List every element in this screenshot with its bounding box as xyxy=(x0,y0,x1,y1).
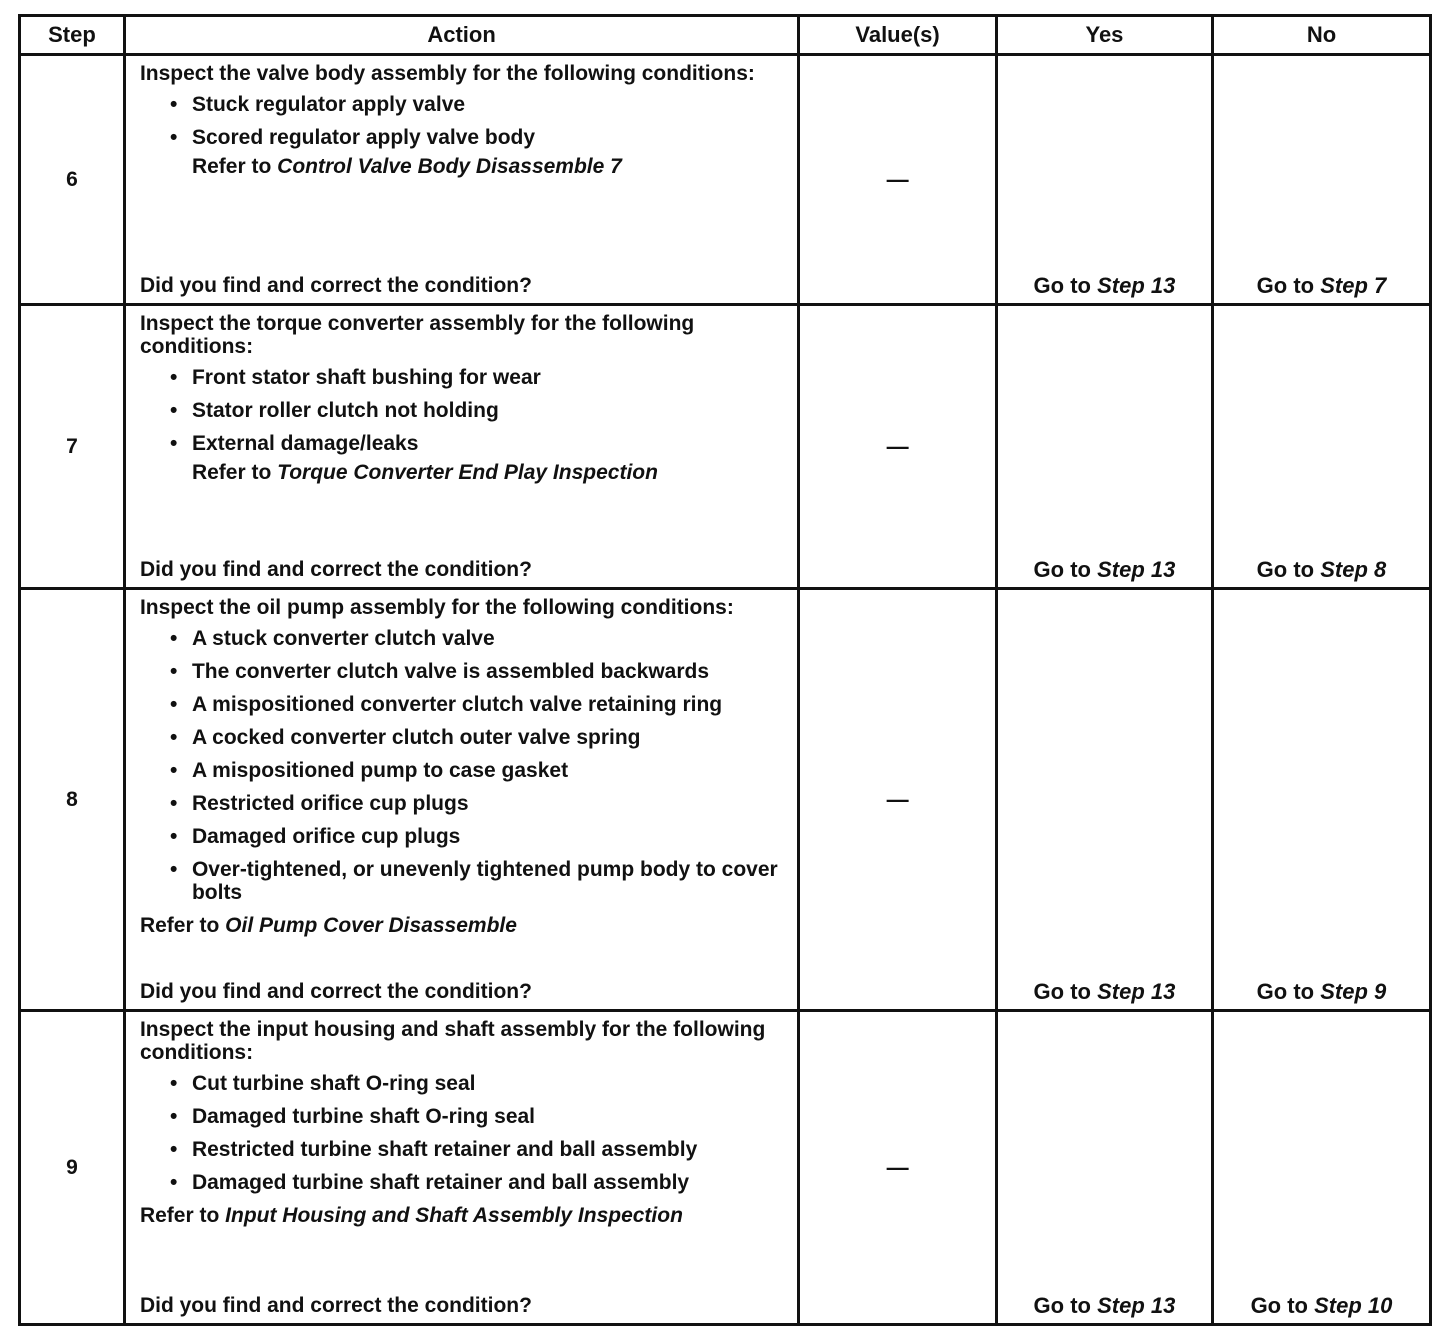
list-item: • Restricted turbine shaft retainer and ball assembly xyxy=(169,1138,698,1161)
list-item: • The converter clutch valve is assembled backwards xyxy=(169,660,710,683)
header-yes: Yes xyxy=(996,16,1212,55)
yes-goto[interactable]: Go to Step 13 xyxy=(1033,557,1176,582)
bullet-icon: • xyxy=(169,726,178,749)
no-cell xyxy=(1212,589,1430,1011)
question-text: Did you find and correct the condition? xyxy=(139,980,532,1003)
list-item: • Restricted orifice cup plugs xyxy=(169,792,469,815)
bullet-icon: • xyxy=(169,627,178,650)
reference-link[interactable]: Oil Pump Cover Disassemble xyxy=(225,914,517,937)
no-cell xyxy=(1212,55,1430,305)
action-intro: Inspect the valve body assembly for the following conditions: xyxy=(139,62,755,85)
reference-link[interactable]: Control Valve Body Disassemble 7 xyxy=(277,155,622,178)
action-cell xyxy=(124,305,798,589)
action-cell xyxy=(124,589,798,1011)
value-cell: — xyxy=(799,55,997,305)
table-row xyxy=(20,589,1431,1011)
list-item: • Damaged orifice cup plugs xyxy=(169,825,461,848)
no-cell xyxy=(1212,1011,1430,1325)
header-step: Step xyxy=(20,16,125,55)
list-item: • Stator roller clutch not holding xyxy=(169,399,499,422)
action-cell xyxy=(124,55,798,305)
list-item: • Over-tightened, or unevenly tightened pump body to cover bolts xyxy=(169,858,778,904)
header-row xyxy=(20,16,1431,55)
reference: Refer to Input Housing and Shaft Assembly Inspection xyxy=(139,1204,683,1227)
yes-goto[interactable]: Go to Step 13 xyxy=(1033,1293,1176,1318)
no-cell xyxy=(1212,305,1430,589)
step-number: 6 xyxy=(20,55,125,305)
list-item: • A cocked converter clutch outer valve spring xyxy=(169,726,641,749)
value-cell: — xyxy=(799,589,997,1011)
reference: Refer to Control Valve Body Disassemble 7 xyxy=(191,155,622,178)
header-values: Value(s) xyxy=(799,16,997,55)
bullet-icon: • xyxy=(169,1072,178,1095)
bullet-icon: • xyxy=(169,432,178,455)
yes-cell xyxy=(996,1011,1212,1325)
bullet-icon: • xyxy=(169,126,178,149)
bullet-icon: • xyxy=(169,858,178,881)
list-item: • Scored regulator apply valve body xyxy=(169,126,536,149)
reference-link[interactable]: Torque Converter End Play Inspection xyxy=(277,461,658,484)
step-number: 8 xyxy=(20,589,125,1011)
bullet-icon: • xyxy=(169,1171,178,1194)
no-goto[interactable]: Go to Step 10 xyxy=(1250,1293,1393,1318)
action-cell xyxy=(124,1011,798,1325)
action-intro: Inspect the oil pump assembly for the following conditions: xyxy=(139,596,734,619)
list-item: • A mispositioned pump to case gasket xyxy=(169,759,569,782)
list-item: • External damage/leaks xyxy=(169,432,419,455)
no-goto[interactable]: Go to Step 8 xyxy=(1256,557,1387,582)
value-cell: — xyxy=(799,1011,997,1325)
bullet-icon: • xyxy=(169,792,178,815)
step-number: 9 xyxy=(20,1011,125,1325)
reference: Refer to Oil Pump Cover Disassemble xyxy=(139,914,517,937)
bullet-icon: • xyxy=(169,1138,178,1161)
list-item: • A mispositioned converter clutch valve retaining ring xyxy=(169,693,723,716)
no-goto[interactable]: Go to Step 9 xyxy=(1256,979,1387,1004)
yes-goto[interactable]: Go to Step 13 xyxy=(1033,273,1176,298)
value-cell: — xyxy=(799,305,997,589)
list-item: • Damaged turbine shaft retainer and ball assembly xyxy=(169,1171,690,1194)
diagnostic-table xyxy=(18,14,1432,1326)
yes-cell xyxy=(996,55,1212,305)
bullet-icon: • xyxy=(169,366,178,389)
list-item: • Cut turbine shaft O-ring seal xyxy=(169,1072,476,1095)
list-item: • Front stator shaft bushing for wear xyxy=(169,366,541,389)
bullet-icon: • xyxy=(169,399,178,422)
yes-cell xyxy=(996,589,1212,1011)
question-text: Did you find and correct the condition? xyxy=(139,274,532,297)
condition-list xyxy=(140,366,787,455)
table-row xyxy=(20,1011,1431,1325)
action-intro: Inspect the torque converter assembly for the following conditions: xyxy=(139,312,695,358)
condition-list xyxy=(140,93,787,149)
question-text: Did you find and correct the condition? xyxy=(139,1294,532,1317)
table-row xyxy=(20,55,1431,305)
bullet-icon: • xyxy=(169,693,178,716)
table-row xyxy=(20,305,1431,589)
question-text: Did you find and correct the condition? xyxy=(139,558,532,581)
bullet-icon: • xyxy=(169,759,178,782)
list-item: • A stuck converter clutch valve xyxy=(169,627,495,650)
no-goto[interactable]: Go to Step 7 xyxy=(1256,273,1387,298)
bullet-icon: • xyxy=(169,660,178,683)
reference-link[interactable]: Input Housing and Shaft Assembly Inspection xyxy=(225,1204,683,1227)
bullet-icon: • xyxy=(169,1105,178,1128)
step-number: 7 xyxy=(20,305,125,589)
bullet-icon: • xyxy=(169,825,178,848)
yes-cell xyxy=(996,305,1212,589)
bullet-icon: • xyxy=(169,93,178,116)
condition-list xyxy=(140,1072,787,1194)
action-intro: Inspect the input housing and shaft assembly for the following conditions: xyxy=(139,1018,766,1064)
list-item: • Stuck regulator apply valve xyxy=(169,93,466,116)
yes-goto[interactable]: Go to Step 13 xyxy=(1033,979,1176,1004)
list-item: • Damaged turbine shaft O-ring seal xyxy=(169,1105,536,1128)
reference: Refer to Torque Converter End Play Inspection xyxy=(191,461,658,484)
header-action: Action xyxy=(124,16,798,55)
condition-list xyxy=(140,627,787,904)
header-no: No xyxy=(1212,16,1430,55)
